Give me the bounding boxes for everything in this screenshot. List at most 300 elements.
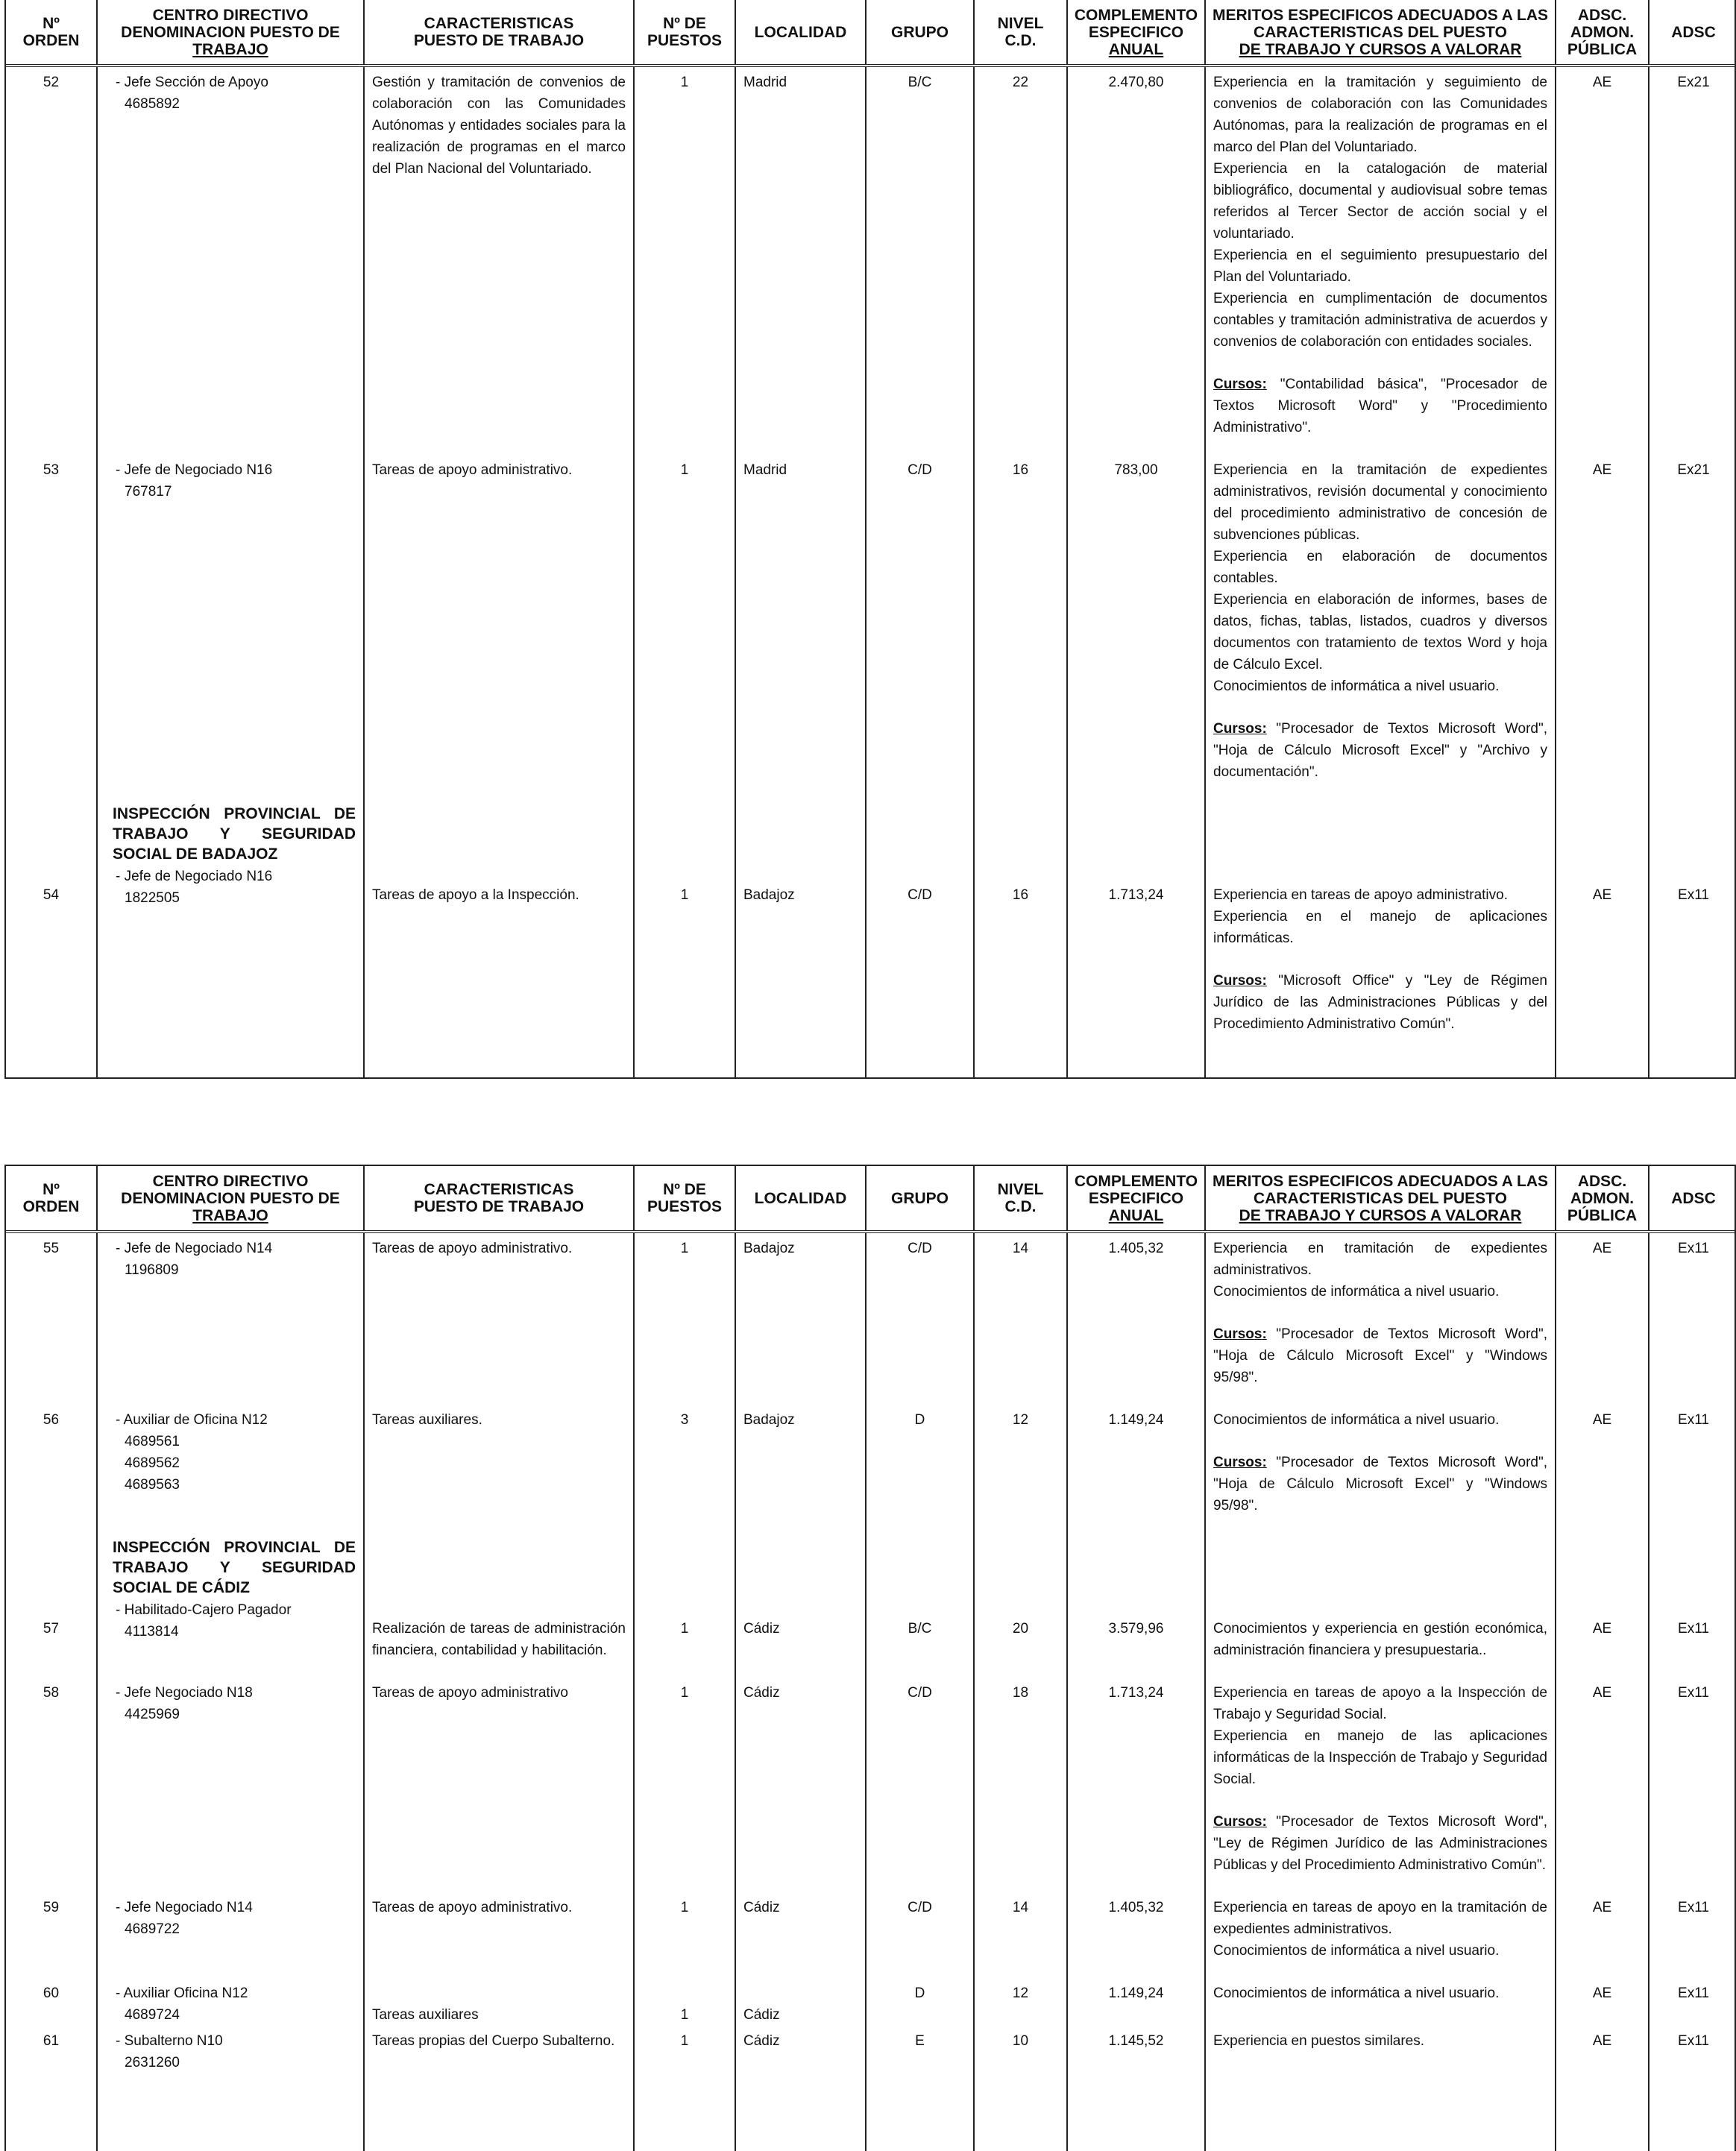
header-meritos xyxy=(1205,1166,1556,1232)
header-line: MERITOS ESPECIFICOS ADECUADOS A LAS xyxy=(1213,6,1548,24)
puesto-cell xyxy=(97,1892,364,1978)
adsc-admon-cell xyxy=(1556,1892,1649,1978)
cursos-list: "Procesador de Textos Microsoft Word", "Hoja de Cálculo Microsoft Excel" y "Archivo y documentación". xyxy=(1213,721,1548,780)
filler-cell xyxy=(1556,2073,1649,2151)
complemento-cell xyxy=(1067,1405,1205,1533)
localidad-cell xyxy=(735,1978,866,2026)
cursos-space xyxy=(1267,377,1280,392)
nivel-cell xyxy=(974,1405,1067,1533)
orden-value: 61 xyxy=(43,2033,60,2049)
header-line: ADSC xyxy=(1671,1189,1716,1207)
caracteristicas-cell xyxy=(364,455,634,799)
grupo-cell-value: C/D xyxy=(908,1241,932,1256)
puesto-name: - Subalterno N10 xyxy=(116,2033,223,2049)
header-adsc-admon xyxy=(1556,1166,1649,1232)
puesto-code: 4689563 xyxy=(125,1477,180,1493)
header-line: ADSC. xyxy=(1577,1172,1627,1190)
filler-cell xyxy=(6,1051,97,1077)
caracteristicas-cell xyxy=(364,1892,634,1978)
complemento-cell xyxy=(1067,1892,1205,1978)
table-row xyxy=(6,1533,1736,1678)
orden-value: 59 xyxy=(43,1900,60,1915)
cursos-gap xyxy=(1213,1303,1547,1323)
section-spacer xyxy=(1657,1537,1730,1618)
cursos-text xyxy=(1213,374,1547,438)
nivel-cell-value: 16 xyxy=(1012,462,1029,478)
adsc-cell-value: Ex11 xyxy=(1678,2033,1709,2049)
merito-text: Experiencia en la tramitación de expedientes administrativos, revisión documental y conocimiento del procedimiento administrativo de concesión de subvenciones públicas. xyxy=(1213,462,1547,543)
complemento-cell xyxy=(1067,1978,1205,2026)
puestos-cell-value: 1 xyxy=(680,1241,689,1256)
header-orden xyxy=(6,0,97,66)
puesto-code: 4685892 xyxy=(125,96,180,112)
header-adsc xyxy=(1649,1166,1736,1232)
adsc-cell xyxy=(1649,1533,1736,1678)
localidad-cell xyxy=(735,2026,866,2073)
adsc-admon-cell xyxy=(1556,66,1649,455)
grupo-cell xyxy=(866,66,974,455)
table-block-1 xyxy=(4,0,1736,1079)
cursos-space xyxy=(1267,973,1278,989)
row-gap xyxy=(1213,1388,1547,1405)
nivel-cell-value: 14 xyxy=(1012,1900,1029,1915)
grupo-cell xyxy=(866,2026,974,2073)
complemento-cell-value: 1.713,24 xyxy=(1108,887,1164,903)
caracteristicas-cell xyxy=(364,2026,634,2073)
grupo-cell xyxy=(866,1978,974,2026)
puestos-cell-value: 1 xyxy=(680,75,689,90)
grupo-cell xyxy=(866,1892,974,1978)
filler-cell xyxy=(1556,1051,1649,1077)
header-line: TRABAJO xyxy=(192,40,268,58)
localidad-cell-value: Badajoz xyxy=(743,1412,795,1428)
section-spacer xyxy=(372,804,626,884)
header-line: C.D. xyxy=(1004,1198,1037,1215)
filler-cell xyxy=(1067,1051,1205,1077)
row-gap xyxy=(1213,438,1547,455)
merito-text: Conocimientos de informática a nivel usuario. xyxy=(1213,1943,1500,1959)
header-line: NIVEL xyxy=(997,1181,1044,1198)
puestos-cell xyxy=(634,1405,735,1533)
adsc-cell xyxy=(1649,66,1736,455)
puestos-cell xyxy=(634,1232,735,1405)
merito-text: Experiencia en el manejo de aplicaciones informáticas. xyxy=(1213,909,1547,946)
nivel-cell xyxy=(974,1232,1067,1405)
header-orden xyxy=(6,1166,97,1232)
merito-text: Experiencia en tareas de apoyo a la Inspección de Trabajo y Seguridad Social. xyxy=(1213,1685,1547,1722)
cursos-text xyxy=(1213,970,1547,1035)
header-centro xyxy=(97,0,364,66)
header-line: CENTRO DIRECTIVO xyxy=(152,6,309,24)
localidad-cell-value: Cádiz xyxy=(743,2033,780,2049)
nivel-cell-value: 16 xyxy=(1012,887,1029,903)
filler-cell xyxy=(6,2073,97,2151)
header-line: DE TRABAJO Y CURSOS A VALORAR xyxy=(1239,40,1522,58)
cursos-gap xyxy=(1213,353,1547,374)
header-puestos xyxy=(634,1166,735,1232)
header-line: PUESTOS xyxy=(647,1198,722,1215)
complemento-cell xyxy=(1067,799,1205,1051)
adsc-cell xyxy=(1649,1892,1736,1978)
section-spacer xyxy=(743,804,858,884)
filler-cell xyxy=(634,2073,735,2151)
meritos-cell xyxy=(1205,66,1556,455)
merito-text: Conocimientos de informática a nivel usuario. xyxy=(1213,1412,1500,1428)
nivel-cell-value: 22 xyxy=(1012,75,1029,90)
merito-text: Experiencia en la catalogación de material bibliográfico, documental y audiovisual sobre temas referidos al Tercer Sector de acción social y el voluntariado. xyxy=(1213,161,1547,242)
merito-text: Experiencia en elaboración de documentos contables. xyxy=(1213,549,1547,586)
cursos-list: "Procesador de Textos Microsoft Word", "Hoja de Cálculo Microsoft Excel" y "Windows 95/98". xyxy=(1213,1455,1548,1514)
header-row xyxy=(6,0,1736,66)
header-nivel xyxy=(974,0,1067,66)
meritos-cell xyxy=(1205,1533,1556,1678)
header-grupo xyxy=(866,0,974,66)
nivel-cell-value: 12 xyxy=(1012,1985,1029,2001)
section-spacer xyxy=(642,1537,727,1618)
row-gap xyxy=(1213,2004,1547,2021)
header-puestos xyxy=(634,0,735,66)
grupo-cell xyxy=(866,1405,974,1533)
merito-text: Conocimientos de informática a nivel usuario. xyxy=(1213,1985,1500,2001)
grupo-cell-value: B/C xyxy=(908,1621,932,1637)
table-row xyxy=(6,455,1736,799)
puesto-code: 4689722 xyxy=(125,1921,180,1937)
section-spacer xyxy=(1213,1537,1547,1618)
header-line: Nº xyxy=(43,1181,60,1198)
header-line: ADMON. xyxy=(1570,23,1635,41)
puestos-cell-value: 1 xyxy=(680,2033,689,2049)
adsc-admon-cell xyxy=(1556,1678,1649,1892)
complemento-cell-value: 1.149,24 xyxy=(1108,1985,1164,2001)
cursos-list: "Microsoft Office" y "Ley de Régimen Jurídico de las Administraciones Públicas y del Procedimiento Administrativo Común". xyxy=(1213,973,1548,1032)
localidad-cell xyxy=(735,455,866,799)
table-row xyxy=(6,799,1736,1051)
puestos-cell xyxy=(634,1533,735,1678)
complemento-cell xyxy=(1067,1533,1205,1678)
caracteristicas-text: Tareas auxiliares. xyxy=(372,1412,482,1428)
section-spacer xyxy=(982,804,1059,884)
adsc-admon-cell-value: AE xyxy=(1592,75,1612,90)
merito-text: Experiencia en puestos similares. xyxy=(1213,2033,1425,2049)
cursos-label: Cursos: xyxy=(1213,1814,1267,1830)
cursos-label: Cursos: xyxy=(1213,973,1267,989)
complemento-cell-value: 783,00 xyxy=(1114,462,1158,478)
header-line: COMPLEMENTO xyxy=(1074,6,1198,24)
adsc-admon-cell xyxy=(1556,1405,1649,1533)
puesto-cell xyxy=(97,2026,364,2073)
cursos-gap xyxy=(1213,1790,1547,1811)
filler-cell xyxy=(1649,1051,1736,1077)
grupo-cell xyxy=(866,799,974,1051)
positions-table-1 xyxy=(6,0,1736,1077)
offset-spacer xyxy=(743,1982,858,2004)
puesto-code: 1822505 xyxy=(125,890,180,906)
orden-cell xyxy=(6,1405,97,1533)
caracteristicas-text: Gestión y tramitación de convenios de colaboración con las Comunidades Autónomas y entidades sociales para la realización de programas en el marco del Plan Nacional del Voluntariado. xyxy=(372,75,626,177)
nivel-cell-value: 12 xyxy=(1012,1412,1029,1428)
puestos-cell-value: 1 xyxy=(680,1900,689,1915)
caracteristicas-text: Tareas de apoyo administrativo xyxy=(372,1685,568,1701)
cursos-space xyxy=(1267,1814,1277,1830)
filler-cell xyxy=(634,1051,735,1077)
adsc-admon-cell-value: AE xyxy=(1592,887,1612,903)
puestos-cell xyxy=(634,2026,735,2073)
puestos-cell xyxy=(634,1678,735,1892)
cursos-space xyxy=(1267,721,1277,737)
orden-value: 58 xyxy=(43,1685,60,1701)
localidad-cell xyxy=(735,1533,866,1678)
adsc-cell xyxy=(1649,1405,1736,1533)
table-row xyxy=(6,2026,1736,2073)
filler-row xyxy=(6,2073,1736,2151)
puestos-cell-value: 1 xyxy=(680,1621,689,1637)
complemento-cell xyxy=(1067,1232,1205,1405)
puesto-name: - Habilitado-Cajero Pagador xyxy=(116,1602,292,1618)
grupo-cell xyxy=(866,1533,974,1678)
puesto-code: 767817 xyxy=(125,484,172,500)
header-caracteristicas xyxy=(364,0,634,66)
adsc-admon-cell xyxy=(1556,2026,1649,2073)
adsc-cell xyxy=(1649,455,1736,799)
cursos-text xyxy=(1213,718,1547,783)
header-line: Nº xyxy=(43,15,60,32)
puestos-cell xyxy=(634,1978,735,2026)
filler-cell xyxy=(866,2073,974,2151)
header-complemento xyxy=(1067,1166,1205,1232)
table-row xyxy=(6,1892,1736,1978)
header-line: COMPLEMENTO xyxy=(1074,1172,1198,1190)
meritos-cell xyxy=(1205,1232,1556,1405)
filler-cell xyxy=(1205,1051,1556,1077)
cursos-list: "Procesador de Textos Microsoft Word", "Hoja de Cálculo Microsoft Excel" y "Windows 95/98". xyxy=(1213,1326,1548,1385)
filler-cell xyxy=(735,1051,866,1077)
caracteristicas-cell xyxy=(364,66,634,455)
section-spacer xyxy=(1213,804,1547,884)
header-line: ADMON. xyxy=(1570,1189,1635,1207)
header-localidad xyxy=(735,1166,866,1232)
header-line: PÚBLICA xyxy=(1567,40,1638,58)
filler-cell xyxy=(974,2073,1067,2151)
cursos-text xyxy=(1213,1323,1547,1388)
adsc-cell xyxy=(1649,2026,1736,2073)
header-complemento xyxy=(1067,0,1205,66)
adsc-cell-value: Ex11 xyxy=(1678,887,1709,903)
caracteristicas-text: Tareas propias del Cuerpo Subalterno. xyxy=(372,2033,615,2049)
orden-cell xyxy=(6,1232,97,1405)
adsc-cell-value: Ex11 xyxy=(1678,1985,1709,2001)
filler-row xyxy=(6,1051,1736,1077)
grupo-cell-value: C/D xyxy=(908,462,932,478)
section-spacer xyxy=(642,804,727,884)
header-line: CARACTERISTICAS DEL PUESTO xyxy=(1254,23,1507,41)
header-line: ESPECIFICO xyxy=(1088,23,1184,41)
cursos-label: Cursos: xyxy=(1213,377,1267,392)
nivel-cell xyxy=(974,799,1067,1051)
adsc-admon-cell-value: AE xyxy=(1592,1685,1612,1701)
positions-table-2 xyxy=(6,1166,1736,2151)
section-spacer xyxy=(1075,804,1197,884)
grupo-cell-value: C/D xyxy=(908,1685,932,1701)
caracteristicas-text: Tareas auxiliares xyxy=(372,2007,479,2023)
nivel-cell-value: 10 xyxy=(1012,2033,1029,2049)
section-spacer xyxy=(874,804,966,884)
nivel-cell xyxy=(974,1892,1067,1978)
adsc-admon-cell xyxy=(1556,1533,1649,1678)
caracteristicas-cell xyxy=(364,1533,634,1678)
puesto-cell xyxy=(97,455,364,799)
nivel-cell-value: 14 xyxy=(1012,1241,1029,1256)
localidad-cell xyxy=(735,1678,866,1892)
caracteristicas-cell xyxy=(364,1978,634,2026)
header-meritos xyxy=(1205,0,1556,66)
localidad-cell xyxy=(735,1892,866,1978)
puestos-cell-value: 1 xyxy=(680,1685,689,1701)
grupo-cell-value: C/D xyxy=(908,887,932,903)
puesto-code: 1196809 xyxy=(125,1262,179,1278)
filler-cell xyxy=(1067,2073,1205,2151)
puesto-code: 4113814 xyxy=(125,1624,179,1640)
localidad-cell-value: Cádiz xyxy=(743,2007,780,2023)
puestos-cell xyxy=(634,66,735,455)
header-row xyxy=(6,1166,1736,1232)
section-spacer xyxy=(372,1537,626,1618)
orden-value: 60 xyxy=(43,1985,60,2001)
adsc-cell xyxy=(1649,1978,1736,2026)
orden-cell xyxy=(6,1892,97,1978)
header-line: ADSC xyxy=(1671,23,1716,41)
table-block-2 xyxy=(4,1165,1736,2151)
puestos-cell-value: 1 xyxy=(680,2007,689,2023)
nivel-cell xyxy=(974,455,1067,799)
header-caracteristicas xyxy=(364,1166,634,1232)
section-spacer xyxy=(13,804,89,884)
puestos-cell xyxy=(634,1892,735,1978)
caracteristicas-text: Tareas de apoyo administrativo. xyxy=(372,462,573,478)
meritos-cell xyxy=(1205,1892,1556,1978)
row-gap xyxy=(1213,1517,1547,1533)
grupo-cell-value: B/C xyxy=(908,75,932,90)
adsc-admon-cell-value: AE xyxy=(1592,1985,1612,2001)
header-line: ORDEN xyxy=(22,32,80,49)
complemento-cell-value: 3.579,96 xyxy=(1108,1621,1164,1637)
puestos-cell-value: 1 xyxy=(680,462,689,478)
puestos-cell xyxy=(634,455,735,799)
caracteristicas-text: Tareas de apoyo administrativo. xyxy=(372,1900,573,1915)
cursos-label: Cursos: xyxy=(1213,1455,1267,1470)
header-line: DENOMINACION PUESTO DE xyxy=(121,1189,340,1207)
filler-cell xyxy=(364,1051,634,1077)
nivel-cell xyxy=(974,1533,1067,1678)
orden-cell xyxy=(6,2026,97,2073)
merito-text: Experiencia en tramitación de expedientes administrativos. xyxy=(1213,1241,1547,1278)
header-line: ORDEN xyxy=(22,1198,80,1215)
adsc-admon-cell-value: AE xyxy=(1592,1900,1612,1915)
header-line: TRABAJO xyxy=(192,1206,268,1224)
adsc-admon-cell-value: AE xyxy=(1592,1412,1612,1428)
header-line: GRUPO xyxy=(890,23,949,41)
section-heading: INSPECCIÓN PROVINCIAL DE TRABAJO Y SEGURIDAD SOCIAL DE BADAJOZ xyxy=(113,805,356,863)
orden-cell xyxy=(6,1978,97,2026)
row-gap xyxy=(1213,2052,1547,2068)
header-line: LOCALIDAD xyxy=(754,23,847,41)
grupo-cell xyxy=(866,455,974,799)
header-adsc xyxy=(1649,0,1736,66)
complemento-cell-value: 1.145,52 xyxy=(1108,2033,1164,2049)
localidad-cell-value: Cádiz xyxy=(743,1621,780,1637)
header-line: CARACTERISTICAS DEL PUESTO xyxy=(1254,1189,1507,1207)
row-gap xyxy=(1213,1661,1547,1678)
grupo-cell-value: E xyxy=(915,2033,925,2049)
complemento-cell-value: 1.405,32 xyxy=(1108,1900,1164,1915)
adsc-admon-cell-value: AE xyxy=(1592,2033,1612,2049)
cursos-label: Cursos: xyxy=(1213,1326,1267,1342)
puesto-cell xyxy=(97,1978,364,2026)
nivel-cell xyxy=(974,2026,1067,2073)
cursos-label: Cursos: xyxy=(1213,721,1267,737)
header-line: CARACTERISTICAS xyxy=(424,15,574,32)
cursos-space xyxy=(1267,1326,1277,1342)
header-line: ANUAL xyxy=(1108,40,1164,58)
puestos-cell-value: 3 xyxy=(680,1412,689,1428)
puesto-name: - Jefe de Negociado N14 xyxy=(116,1241,273,1256)
cursos-gap xyxy=(1213,1431,1547,1452)
puesto-code: 4689724 xyxy=(125,2007,180,2023)
puesto-code: 4425969 xyxy=(125,1707,180,1722)
section-spacer xyxy=(1564,804,1641,884)
merito-text: Experiencia en la tramitación y seguimiento de convenios de colaboración con las Comunidades Autónomas, para la realización de programas en el marco del Plan del Voluntariado. xyxy=(1213,75,1547,155)
adsc-cell xyxy=(1649,1678,1736,1892)
section-spacer xyxy=(1657,804,1730,884)
puesto-name: - Jefe Sección de Apoyo xyxy=(116,75,268,90)
header-line: PUESTO DE TRABAJO xyxy=(413,32,585,49)
caracteristicas-text: Tareas de apoyo administrativo. xyxy=(372,1241,573,1256)
puestos-cell-value: 1 xyxy=(680,887,689,903)
filler-cell xyxy=(974,1051,1067,1077)
meritos-cell xyxy=(1205,1678,1556,1892)
complemento-cell xyxy=(1067,455,1205,799)
section-spacer xyxy=(874,1537,966,1618)
header-line: PUESTO DE TRABAJO xyxy=(413,1198,585,1215)
filler-cell xyxy=(866,1051,974,1077)
adsc-admon-cell xyxy=(1556,1978,1649,2026)
filler-cell xyxy=(735,2073,866,2151)
cursos-text xyxy=(1213,1452,1547,1517)
merito-text: Experiencia en tareas de apoyo en la tramitación de expedientes administrativos. xyxy=(1213,1900,1547,1937)
nivel-cell xyxy=(974,66,1067,455)
localidad-cell-value: Madrid xyxy=(743,462,787,478)
localidad-cell xyxy=(735,66,866,455)
header-line: NIVEL xyxy=(997,15,1044,32)
header-line: PÚBLICA xyxy=(1567,1206,1638,1224)
orden-cell xyxy=(6,799,97,1051)
section-spacer xyxy=(982,1537,1059,1618)
filler-cell xyxy=(364,2073,634,2151)
caracteristicas-cell xyxy=(364,1405,634,1533)
puesto-code: 4689561 xyxy=(125,1434,180,1449)
puesto-name: - Auxiliar de Oficina N12 xyxy=(116,1412,268,1428)
nivel-cell xyxy=(974,1678,1067,1892)
table-row xyxy=(6,1978,1736,2026)
complemento-cell-value: 1.405,32 xyxy=(1108,1241,1164,1256)
merito-text: Conocimientos de informática a nivel usuario. xyxy=(1213,1284,1500,1300)
puesto-cell xyxy=(97,1232,364,1405)
puesto-code: 2631260 xyxy=(125,2055,180,2070)
header-line: DE TRABAJO Y CURSOS A VALORAR xyxy=(1239,1206,1522,1224)
grupo-cell xyxy=(866,1232,974,1405)
merito-text: Experiencia en cumplimentación de documentos contables y tramitación administrativa de acuerdos y convenios de colaboración con entidades sociales. xyxy=(1213,291,1547,350)
section-spacer xyxy=(743,1537,858,1618)
adsc-admon-cell-value: AE xyxy=(1592,462,1612,478)
